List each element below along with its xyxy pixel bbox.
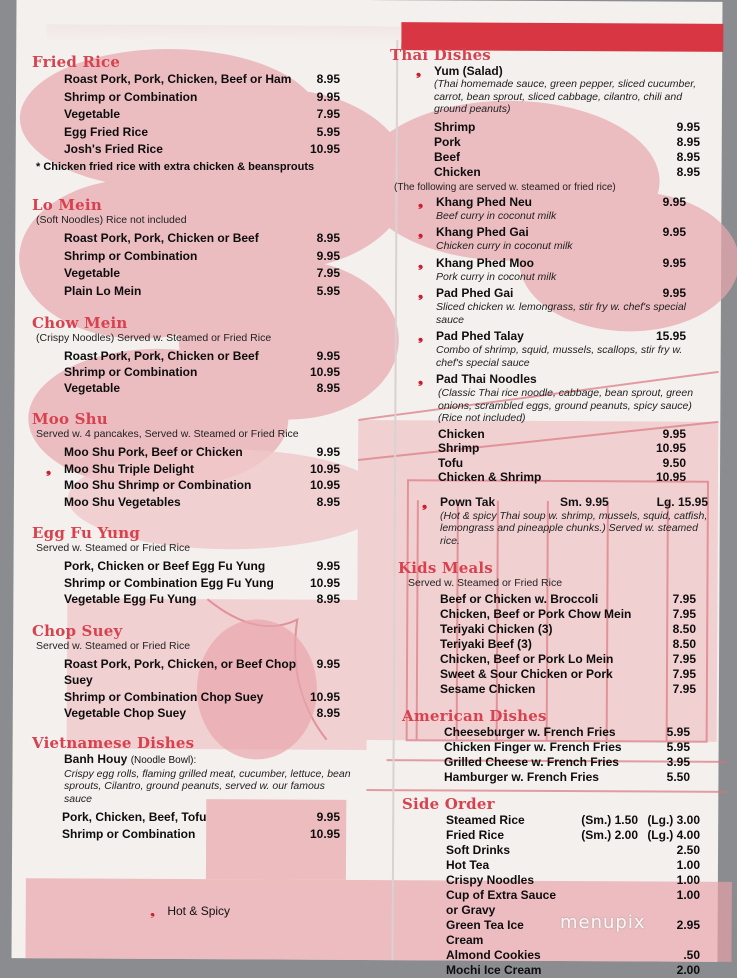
- menu-item-row: [32, 380, 352, 396]
- menu-item-name: [438, 441, 479, 456]
- menu-item-row: [32, 248, 352, 266]
- menu-item-price: 10.95: [309, 365, 340, 379]
- menu-item-name: [434, 165, 481, 180]
- thai-dish-price: 9.95: [662, 286, 686, 300]
- thai-dish-label: Khang Phed Gai: [436, 225, 529, 239]
- menu-item-label: Moo Shu Vegetables: [64, 494, 181, 509]
- menu-item-row: [32, 494, 352, 511]
- menu-item-name: [444, 740, 622, 755]
- menu-item-row: [390, 755, 708, 770]
- menu-item-name: [64, 380, 120, 396]
- chili-pepper-icon: ❟: [418, 328, 424, 343]
- menu-item-name: [64, 444, 243, 461]
- menu-item-name: [434, 120, 475, 135]
- menu-item-price: 9.95: [316, 559, 340, 573]
- menu-item-row: [390, 667, 708, 682]
- pown-tak-name: Pown Tak: [440, 494, 496, 509]
- menu-item-row: [390, 427, 708, 442]
- menu-item-price: 8.95: [316, 72, 340, 86]
- menu-item-price: 5.95: [666, 740, 690, 754]
- section-title-moo-shu: Moo Shu: [32, 410, 108, 428]
- menu-item-row: [390, 470, 708, 485]
- side-order-name: Green Tea Ice Cream: [446, 918, 524, 947]
- menu-item-name: [64, 575, 274, 592]
- thai-dish-label: Khang Phed Neu: [436, 194, 533, 209]
- menu-item-price: 10.95: [309, 142, 340, 156]
- side-order-row: [446, 948, 700, 963]
- side-order-name: Cup of Extra Sauce or Gravy: [446, 888, 557, 917]
- menu-item-label: Roast Pork, Pork, Chicken or Beef: [64, 231, 259, 245]
- thai-dish-price: 9.95: [662, 194, 686, 209]
- menu-item-row: [32, 106, 352, 124]
- menu-item-name: [438, 456, 463, 471]
- menu-item-row: [32, 71, 352, 89]
- menu-item-label: Chicken & Shrimp: [438, 470, 542, 484]
- menu-item-name: [64, 558, 265, 575]
- menu-item-label: Plain Lo Mein: [64, 283, 142, 298]
- menu-item-label: Roast Pork, Pork, Chicken, Beef or Ham: [64, 72, 292, 86]
- thai-dish-name: [418, 285, 514, 301]
- menu-item-label: Pork, Chicken, Beef, Tofu: [62, 810, 207, 824]
- chili-pepper-icon: ❟: [416, 63, 422, 78]
- menu-item-label: Vegetable: [64, 381, 121, 395]
- menu-item-price: 7.95: [672, 682, 696, 696]
- menu-item-price: 5.50: [666, 770, 690, 784]
- thai-dish-row: [390, 328, 708, 344]
- thai-dish-desc: Chicken curry in coconut milk: [436, 240, 573, 252]
- fried-rice-footnote: * Chicken fried rice with extra chicken & beansprouts: [36, 160, 315, 173]
- menu-item-name: [64, 283, 141, 301]
- menu-item-row: [390, 456, 708, 471]
- menu-item-price: 7.95: [316, 266, 340, 280]
- menu-item-price: 9.95: [662, 426, 686, 441]
- side-order-name: Soft Drinks: [446, 843, 511, 857]
- menu-item-row: [32, 809, 352, 826]
- menu-item-row: [32, 656, 352, 689]
- menu-item-price: 7.95: [672, 667, 696, 681]
- side-order-large-price: 2.50: [676, 843, 700, 857]
- menu-item-row: [390, 770, 708, 785]
- moo-shu-note: Served w. 4 pancakes, Served w. Steamed or Fried Rice: [36, 428, 299, 440]
- menu-item-name: [440, 667, 613, 682]
- section-title-american: American Dishes: [402, 707, 547, 725]
- section-title-vietnamese: Vietnamese Dishes: [32, 733, 195, 752]
- thai-served-note: (The following are served w. steamed or fried rice): [394, 181, 616, 193]
- menu-item-name: [64, 494, 181, 511]
- menu-item-price: 10.95: [309, 461, 340, 476]
- menu-item-row: [32, 283, 352, 301]
- menu-item-row: [390, 682, 708, 697]
- menu-item-row: [390, 120, 708, 135]
- yum-salad-name: Yum (Salad): [434, 64, 503, 78]
- banh-houy-desc: Crispy egg rolls, flaming grilled meat, cucumber, lettuce, bean sprouts, Cilantro, ground peanuts, served w. our famous sauce: [64, 767, 351, 805]
- menu-item-price: 9.95: [316, 349, 340, 363]
- thai-dish-row: [390, 194, 708, 210]
- menu-item-row: [390, 441, 708, 456]
- banh-houy-heading: [32, 752, 352, 768]
- menu-item-label: Chicken Finger w. French Fries: [444, 740, 622, 754]
- menu-item-row: [390, 637, 708, 652]
- right-column: [390, 46, 708, 978]
- menu-item-label: Hamburger w. French Fries: [444, 770, 599, 784]
- side-order-row: [446, 858, 700, 873]
- menu-item-price: 8.95: [316, 381, 340, 395]
- menu-item-price: 9.95: [316, 89, 340, 104]
- menu-item-name: [438, 427, 485, 442]
- menu-item-label: Chicken: [434, 164, 481, 179]
- side-order-large-price: 1.00: [676, 858, 700, 872]
- menu-item-name: [64, 705, 186, 722]
- menu-item-price: 8.95: [316, 231, 340, 245]
- side-order-large-price: 1.00: [676, 888, 700, 902]
- chili-pepper-icon: ❟: [418, 193, 424, 209]
- menu-item-row: [32, 348, 352, 364]
- chow-mein-note: (Crispy Noodles) Served w. Steamed or Fried Rice: [36, 332, 272, 344]
- thai-dish-label: Khang Phed Moo: [436, 255, 534, 270]
- menu-item-label: Beef: [434, 149, 461, 164]
- menu-item-label: Roast Pork, Pork, Chicken or Beef: [64, 349, 259, 363]
- menu-item-label: Teriyaki Beef (3): [440, 637, 532, 651]
- menu-item-label: Shrimp or Combination Egg Fu Yung: [64, 575, 274, 590]
- thai-dish-row: [390, 285, 708, 301]
- side-order-row: [446, 813, 700, 828]
- menu-item-label: Roast Pork, Pork, Chicken, or Beef Chop Suey: [64, 656, 297, 687]
- menu-item-name: [64, 141, 163, 159]
- menu-item-row: [32, 591, 352, 608]
- side-order-name: Hot Tea: [446, 858, 490, 872]
- menu-item-row: [32, 444, 352, 461]
- menu-item-label: Shrimp or Combination: [64, 248, 198, 263]
- thai-dish-row: [390, 255, 708, 271]
- egg-fu-yung-note: Served w. Steamed or Fried Rice: [36, 542, 191, 554]
- menu-item-row: [32, 230, 352, 248]
- menu-item-row: [390, 135, 708, 150]
- menu-item-name: [440, 607, 631, 622]
- pown-tak-desc: (Hot & spicy Thai soup w. shrimp, mussels, squid, catfish, lemongrass and pineapple chunks.) Served w. steamed rice.: [440, 509, 708, 547]
- menu-item-label: Chicken: [438, 426, 485, 441]
- thai-dish-price: 15.95: [655, 329, 686, 343]
- menu-item-name: [440, 592, 598, 607]
- thai-dish-label: Pad Phed Gai: [436, 286, 514, 300]
- menu-item-name: [440, 622, 553, 637]
- menu-item-label: Josh's Fried Rice: [64, 142, 163, 156]
- section-title-lo-mein: Lo Mein: [32, 196, 102, 214]
- thai-dish-desc: Pork curry in coconut milk: [436, 270, 557, 283]
- side-order-large-price: 2.00: [676, 963, 700, 977]
- menu-item-row: [390, 592, 708, 607]
- side-order-small-price: (Sm.) 1.50: [581, 813, 638, 827]
- menu-item-price: 10.95: [309, 575, 340, 590]
- menu-item-price: 7.95: [672, 592, 696, 606]
- menu-item-name: [444, 770, 599, 785]
- spicy-legend-label: Hot & Spicy: [167, 904, 231, 918]
- menu-item-name: [64, 477, 251, 494]
- menu-item-name: [64, 656, 317, 689]
- menu-item-name: [46, 460, 194, 478]
- menu-item-name: [64, 124, 148, 142]
- menu-item-label: Pork, Chicken or Beef Egg Fu Yung: [64, 559, 266, 573]
- menu-item-label: Vegetable Chop Suey: [64, 706, 187, 720]
- menu-item-name: [62, 826, 195, 843]
- menu-item-row: [390, 622, 708, 637]
- menu-item-row: [390, 725, 708, 740]
- menu-item-name: [64, 689, 263, 706]
- menu-item-row: [32, 89, 352, 107]
- menu-item-row: [32, 364, 352, 380]
- menu-item-price: 9.95: [316, 445, 340, 459]
- menu-item-label: Shrimp or Combination: [64, 365, 198, 379]
- thai-dish-row: [390, 224, 708, 240]
- menu-item-price: 3.95: [666, 755, 690, 769]
- menu-item-price: 10.95: [655, 441, 686, 455]
- menupix-watermark: menupix: [560, 912, 646, 933]
- pad-thai-desc: (Classic Thai rice noodle, cabbage, bean sprout, green onions, scrambled eggs, ground peanuts, spicy sauce) (Rice not included): [438, 387, 694, 424]
- menu-item-label: Chicken, Beef or Pork Chow Mein: [440, 607, 632, 621]
- thai-dish-desc: Sliced chicken w. lemongrass, stir fry w. chef's special sauce: [436, 301, 687, 326]
- side-order-row: [446, 828, 700, 843]
- menu-item-row: [32, 461, 352, 478]
- side-order-large-price: 1.00: [676, 873, 700, 887]
- kids-note: Served w. Steamed or Fried Rice: [408, 577, 563, 589]
- menu-item-name: [440, 652, 613, 667]
- menu-item-name: [64, 71, 291, 89]
- menu-item-name: [440, 637, 532, 652]
- menu-item-label: Egg Fried Rice: [64, 124, 149, 139]
- menu-item-row: [390, 150, 708, 165]
- menu-item-price: 8.95: [676, 164, 700, 179]
- side-order-name: Steamed Rice: [446, 813, 525, 827]
- thai-dish-name: [418, 254, 534, 271]
- menu-item-row: [32, 141, 352, 159]
- thai-dish-price: 9.95: [662, 255, 686, 270]
- thai-dish-desc: Beef curry in coconut milk: [436, 209, 557, 222]
- chili-pepper-icon: ❟: [418, 371, 424, 386]
- menu-item-row: [32, 705, 352, 722]
- menu-item-label: Moo Shu Pork, Beef or Chicken: [64, 445, 243, 459]
- menu-item-label: Shrimp: [438, 441, 480, 455]
- thai-dish-name: [418, 193, 533, 210]
- menu-item-label: Vegetable: [64, 266, 121, 280]
- side-order-row: [446, 873, 700, 888]
- menu-item-label: Sweet & Sour Chicken or Pork: [440, 667, 613, 681]
- menu-item-name: [444, 725, 616, 740]
- menu-item-price: 10.95: [309, 827, 340, 841]
- chili-pepper-icon: ❟: [422, 494, 428, 510]
- pad-thai-heading: [390, 371, 708, 387]
- section-title-chow-mein: Chow Mein: [32, 314, 128, 332]
- menu-item-price: 9.95: [316, 810, 340, 824]
- section-title-egg-fu-yung: Egg Fu Yung: [32, 524, 141, 542]
- banh-houy-note: (Noodle Bowl):: [130, 754, 197, 766]
- menu-item-price: 8.50: [672, 622, 696, 636]
- menu-item-price: 7.95: [672, 607, 696, 621]
- menu-item-label: Moo Shu Triple Delight: [64, 461, 194, 476]
- menu-item-label: Shrimp or Combination Chop Suey: [64, 689, 264, 704]
- menu-item-price: 10.95: [655, 470, 686, 484]
- section-title-side: Side Order: [402, 795, 495, 813]
- section-title-thai: Thai Dishes: [390, 46, 491, 64]
- menu-item-row: [390, 607, 708, 622]
- menu-item-label: Shrimp or Combination: [64, 89, 198, 104]
- menu-item-row: [32, 689, 352, 706]
- menu-item-price: 5.95: [666, 725, 690, 739]
- thai-dish-name: [418, 224, 529, 240]
- side-order-name: Mochi Ice Cream: [446, 963, 542, 977]
- menu-item-label: Chicken, Beef or Pork Lo Mein: [440, 652, 614, 666]
- section-title-chop-suey: Chop Suey: [32, 621, 123, 640]
- yum-salad-heading: [390, 64, 708, 78]
- menu-item-price: 8.50: [672, 637, 696, 651]
- menu-item-price: 10.95: [309, 689, 340, 704]
- side-order-large-price: .50: [683, 948, 700, 962]
- menu-item-label: Vegetable: [64, 107, 121, 121]
- banh-houy-name: Banh Houy: [64, 751, 128, 766]
- menu-item-row: [32, 575, 352, 592]
- menu-item-label: Moo Shu Shrimp or Combination: [64, 478, 252, 492]
- menu-item-price: 8.95: [676, 134, 700, 149]
- chili-pepper-icon: ❟: [418, 254, 424, 270]
- menu-item-name: [64, 248, 197, 266]
- menu-item-name: [64, 89, 197, 107]
- menu-item-price: 10.95: [309, 478, 340, 492]
- side-order-name: Fried Rice: [446, 828, 505, 842]
- chili-pepper-icon: ❟: [46, 460, 52, 476]
- menu-item-name: [434, 150, 460, 165]
- pad-thai-name: Pad Thai Noodles: [436, 372, 537, 386]
- menu-item-name: [64, 265, 120, 283]
- menu-item-price: 7.95: [672, 652, 696, 666]
- thai-dish-name: [418, 328, 524, 344]
- menu-item-label: Shrimp: [434, 119, 476, 134]
- menu-item-name: [64, 230, 259, 248]
- menu-item-price: 9.95: [676, 119, 700, 134]
- menu-item-row: [32, 477, 352, 494]
- menu-item-row: [32, 124, 352, 142]
- yum-salad-desc: (Thai homemade sauce, green pepper, sliced cucumber, carrot, bean sprout, sliced cabbage, cilantro, chili and ground peanuts): [434, 78, 697, 115]
- chop-suey-note: Served w. Steamed or Fried Rice: [36, 639, 191, 652]
- left-column: [32, 53, 352, 843]
- menu-item-name: [64, 348, 259, 364]
- menu-item-price: 5.95: [316, 124, 340, 139]
- menu-item-row: [32, 265, 352, 283]
- menu-item-price: 8.95: [316, 592, 340, 606]
- menu-item-name: [64, 364, 197, 380]
- menu-item-name: [64, 106, 120, 124]
- menu-item-name: [444, 755, 619, 770]
- menu-item-name: [434, 135, 461, 150]
- menu-item-label: Pork: [434, 134, 461, 149]
- chili-pepper-icon: ❟: [418, 285, 424, 300]
- pown-tak-sm: Sm. 9.95: [560, 494, 609, 509]
- menu-item-label: Shrimp or Combination: [62, 827, 196, 841]
- side-order-row: [446, 963, 700, 978]
- menu-item-label: Grilled Cheese w. French Fries: [444, 755, 619, 769]
- menu-item-row: [32, 826, 352, 843]
- section-title-kids: Kids Meals: [398, 559, 493, 577]
- side-order-large-price: (Lg.) 3.00: [647, 813, 700, 827]
- menu-item-label: Beef or Chicken w. Broccoli: [440, 592, 599, 606]
- pown-tak-lg: Lg. 15.95: [656, 494, 708, 509]
- chili-pepper-icon: ❟: [418, 224, 424, 239]
- menu-item-label: Tofu: [438, 455, 464, 470]
- pown-tak-row: [390, 495, 708, 510]
- menu-item-name: [64, 591, 196, 608]
- chili-pepper-icon: ❟: [150, 903, 156, 918]
- menu-item-label: Cheeseburger w. French Fries: [444, 725, 616, 739]
- side-order-name: Crispy Noodles: [446, 873, 535, 887]
- menu-item-name: [62, 809, 206, 826]
- thai-dish-label: Pad Phed Talay: [436, 329, 524, 343]
- menu-item-label: Vegetable Egg Fu Yung: [64, 592, 197, 606]
- menu-item-price: 9.95: [316, 656, 340, 671]
- menu-item-name: [440, 682, 535, 697]
- menu-item-row: [32, 558, 352, 575]
- side-order-small-price: (Sm.) 2.00: [581, 828, 638, 842]
- side-order-large-price: (Lg.) 4.00: [647, 828, 700, 842]
- menu-item-price: 7.95: [316, 107, 340, 121]
- thai-dish-desc: Combo of shrimp, squid, mussels, scallops, stir fry w. chef's special sauce: [436, 344, 683, 369]
- section-title-fried-rice: Fried Rice: [32, 53, 121, 71]
- menu-item-row: [390, 652, 708, 667]
- thai-dish-price: 9.95: [662, 225, 686, 239]
- menu-item-row: [390, 165, 708, 180]
- menu-item-price: 8.95: [316, 706, 340, 720]
- side-order-large-price: 2.95: [676, 918, 700, 932]
- menu-item-label: Sesame Chicken: [440, 682, 536, 696]
- lo-mein-note: (Soft Noodles) Rice not included: [36, 214, 187, 226]
- side-order-name: Almond Cookies: [446, 948, 541, 962]
- menu-item-name: [438, 470, 541, 485]
- menu-item-label: Teriyaki Chicken (3): [440, 622, 553, 636]
- side-order-row: [446, 843, 700, 858]
- spicy-legend: [150, 903, 230, 919]
- menu-item-price: 9.50: [662, 455, 686, 470]
- menu-item-price: 5.95: [316, 283, 340, 298]
- menu-item-price: 8.95: [316, 494, 340, 509]
- menu-item-row: [390, 740, 708, 755]
- menu-item-price: 9.95: [316, 248, 340, 263]
- menu-item-price: 8.95: [676, 149, 700, 164]
